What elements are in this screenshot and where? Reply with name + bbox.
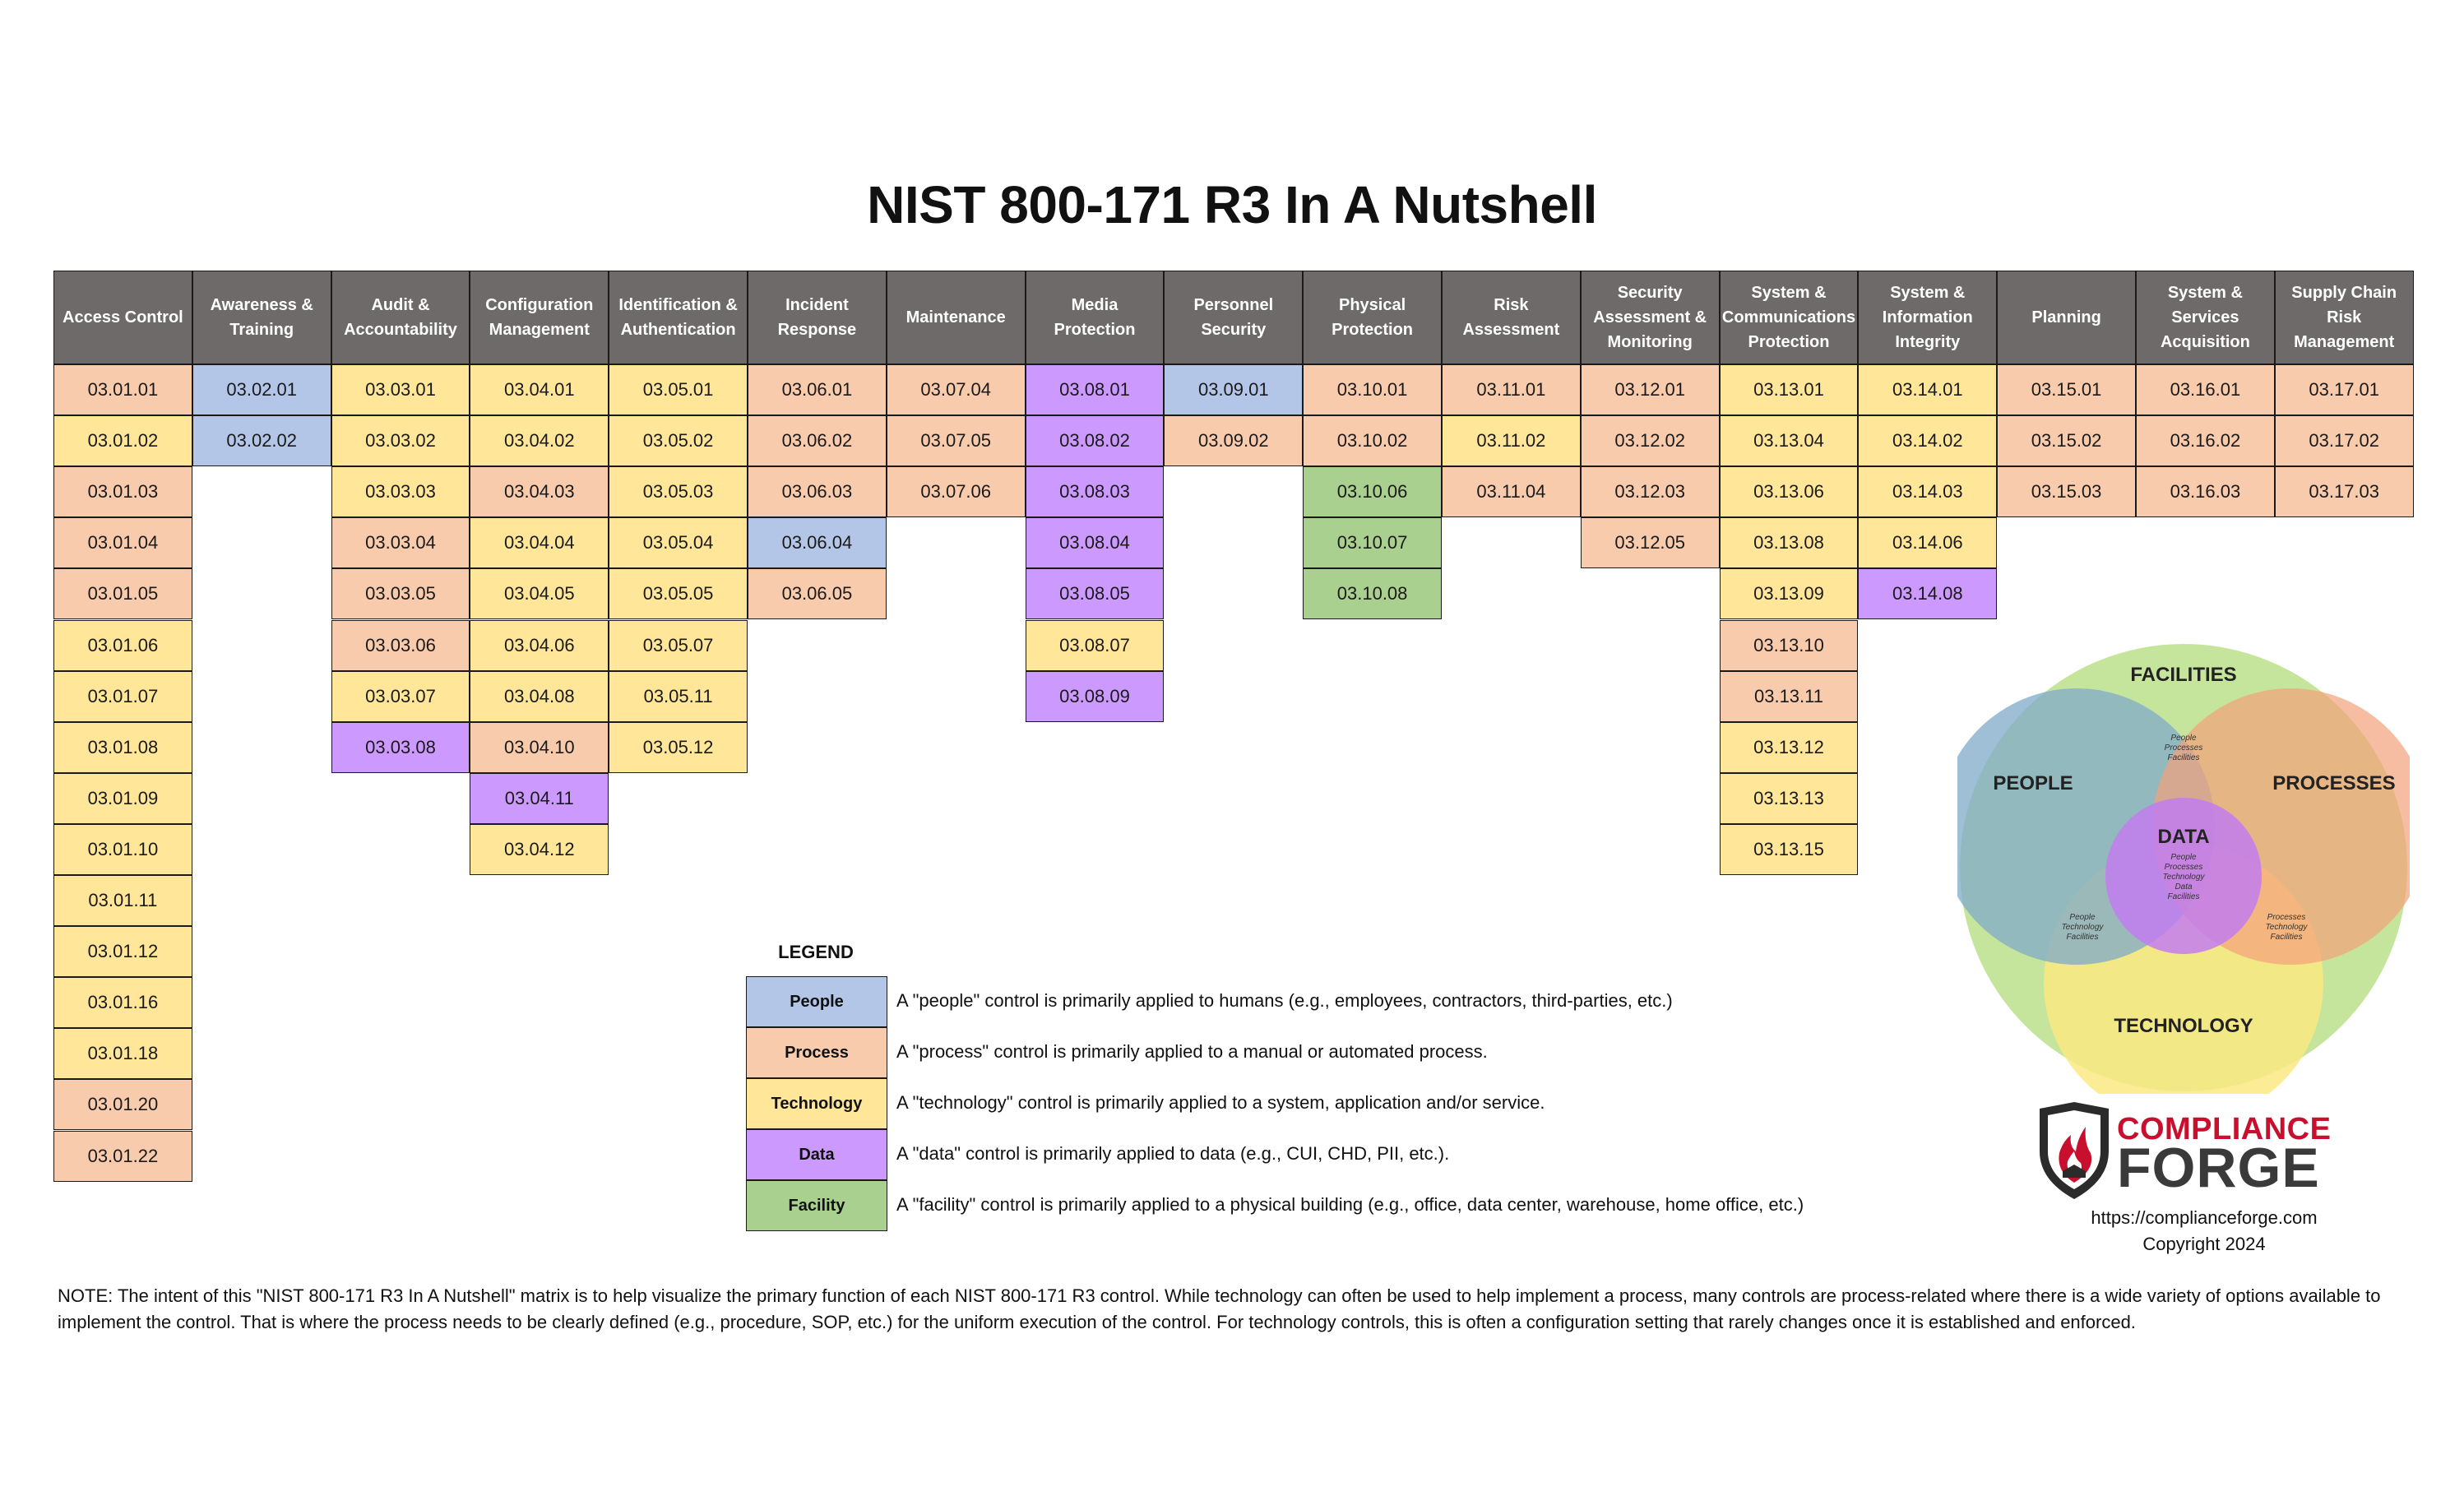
control-cell-03-06-01: 03.06.01 (748, 364, 887, 415)
venn-label-processes: PROCESSES (2272, 772, 2396, 794)
control-cell-03-04-01: 03.04.01 (470, 364, 609, 415)
control-cell-03-06-02: 03.06.02 (748, 415, 887, 466)
control-cell-03-05-02: 03.05.02 (609, 415, 748, 466)
control-cell-03-14-01: 03.14.01 (1858, 364, 1997, 415)
page-title: NIST 800-171 R3 In A Nutshell (867, 175, 1597, 234)
control-cell-03-04-04: 03.04.04 (470, 517, 609, 568)
control-cell-03-01-20: 03.01.20 (53, 1079, 192, 1130)
control-cell-03-10-01: 03.10.01 (1303, 364, 1442, 415)
venn-diagram (1957, 641, 2410, 1094)
venn-overlap-left-1: People (2069, 913, 2096, 922)
control-cell-03-03-07: 03.03.07 (331, 671, 470, 722)
control-cell-03-05-12: 03.05.12 (609, 722, 748, 773)
control-cell-03-11-04: 03.11.04 (1442, 466, 1581, 517)
legend-row-technology (746, 1078, 1897, 1129)
control-cell-03-13-04: 03.13.04 (1720, 415, 1859, 466)
control-cell-03-01-07: 03.01.07 (53, 671, 192, 722)
note-paragraph: NOTE: The intent of this "NIST 800-171 R3 In A Nutshell" matrix is to help visualize the primary function of each NIST 800-171 R3 control. While technology can often be used to help implement a process, many controls are process-related where there is a wide variety of options available to implement the control. That is where the process needs to be clearly defined (e.g., procedure, SOP, etc.) for the uniform execution of the control. For technology controls, this is often a configuration setting that rarely changes once it is established and enforced. (58, 1285, 2381, 1332)
control-cell-03-05-05: 03.05.05 (609, 568, 748, 619)
website-url[interactable]: https://complianceforge.com (2091, 1207, 2318, 1228)
legend-swatch-data: Data (746, 1129, 887, 1180)
venn-label-people: PEOPLE (1993, 772, 2073, 794)
header-system-and-services-acquisition: System & Services Acquisition (2136, 271, 2275, 364)
header-incident-response: Incident Response (748, 271, 887, 364)
control-cell-03-07-04: 03.07.04 (887, 364, 1026, 415)
header-personnel-security: Personnel Security (1164, 271, 1303, 364)
header-planning: Planning (1997, 271, 2136, 364)
legend-description-facility: A "facility" control is primarily applied to a physical building (e.g., office, data center, warehouse, home office, etc.) (896, 1194, 1804, 1215)
control-cell-03-12-03: 03.12.03 (1581, 466, 1720, 517)
legend-description-people: A "people" control is primarily applied to humans (e.g., employees, contractors, third-parties, etc.) (896, 990, 1673, 1011)
control-cell-03-04-10: 03.04.10 (470, 722, 609, 773)
venn-overlap-center-5: Facilities (2167, 892, 2200, 901)
control-cell-03-13-09: 03.13.09 (1720, 568, 1859, 619)
legend-description-process: A "process" control is primarily applied to a manual or automated process. (896, 1041, 1488, 1062)
control-cell-03-12-02: 03.12.02 (1581, 415, 1720, 466)
venn-overlap-top-3: Facilities (2167, 753, 2200, 762)
control-cell-03-17-01: 03.17.01 (2275, 364, 2414, 415)
header-identification-and-authentication: Identification & Authentication (609, 271, 748, 364)
venn-label-facilities: FACILITIES (2130, 664, 2237, 686)
shield-flame-icon (2040, 1102, 2109, 1199)
venn-overlap-right-2: Technology (2265, 923, 2308, 932)
control-cell-03-12-05: 03.12.05 (1581, 517, 1720, 568)
control-cell-03-02-02: 03.02.02 (192, 415, 331, 466)
control-cell-03-03-05: 03.03.05 (331, 568, 470, 619)
control-cell-03-08-01: 03.08.01 (1026, 364, 1165, 415)
control-cell-03-05-04: 03.05.04 (609, 517, 748, 568)
control-cell-03-04-11: 03.04.11 (470, 773, 609, 824)
control-cell-03-01-11: 03.01.11 (53, 875, 192, 926)
control-cell-03-08-03: 03.08.03 (1026, 466, 1165, 517)
control-cell-03-03-01: 03.03.01 (331, 364, 470, 415)
control-cell-03-13-06: 03.13.06 (1720, 466, 1859, 517)
control-cell-03-14-06: 03.14.06 (1858, 517, 1997, 568)
venn-overlap-center-3: Technology (2162, 873, 2205, 882)
copyright: Copyright 2024 (2142, 1234, 2266, 1254)
legend-row-facility (746, 1180, 1897, 1231)
control-cell-03-06-03: 03.06.03 (748, 466, 887, 517)
venn-overlap-left-2: Technology (2061, 923, 2104, 932)
control-cell-03-15-02: 03.15.02 (1997, 415, 2136, 466)
control-cell-03-10-06: 03.10.06 (1303, 466, 1442, 517)
control-cell-03-01-22: 03.01.22 (53, 1131, 192, 1182)
logo-compliance-text: COMPLIANCE (2117, 1112, 2332, 1146)
control-cell-03-04-08: 03.04.08 (470, 671, 609, 722)
header-system-and-information-integrity: System & Information Integrity (1858, 271, 1997, 364)
control-cell-03-04-12: 03.04.12 (470, 824, 609, 875)
venn-overlap-center-1: People (2170, 853, 2197, 862)
control-cell-03-10-08: 03.10.08 (1303, 568, 1442, 619)
header-awareness-and-training: Awareness & Training (192, 271, 331, 364)
control-cell-03-11-01: 03.11.01 (1442, 364, 1581, 415)
legend-swatch-process: Process (746, 1027, 887, 1078)
control-cell-03-03-06: 03.03.06 (331, 620, 470, 671)
control-cell-03-05-07: 03.05.07 (609, 620, 748, 671)
venn-overlap-top-2: Processes (2164, 743, 2203, 753)
control-cell-03-17-03: 03.17.03 (2275, 466, 2414, 517)
control-cell-03-01-02: 03.01.02 (53, 415, 192, 466)
control-cell-03-05-03: 03.05.03 (609, 466, 748, 517)
header-audit-and-accountability: Audit & Accountability (331, 271, 470, 364)
control-cell-03-13-08: 03.13.08 (1720, 517, 1859, 568)
legend-description-technology: A "technology" control is primarily applied to a system, application and/or service. (896, 1092, 1545, 1113)
venn-overlap-center-4: Data (2175, 882, 2193, 892)
control-cell-03-13-01: 03.13.01 (1720, 364, 1859, 415)
control-cell-03-03-02: 03.03.02 (331, 415, 470, 466)
control-cell-03-11-02: 03.11.02 (1442, 415, 1581, 466)
control-cell-03-01-06: 03.01.06 (53, 620, 192, 671)
control-cell-03-08-05: 03.08.05 (1026, 568, 1165, 619)
control-cell-03-01-04: 03.01.04 (53, 517, 192, 568)
control-cell-03-09-01: 03.09.01 (1164, 364, 1303, 415)
header-media-protection: Media Protection (1026, 271, 1165, 364)
control-cell-03-01-01: 03.01.01 (53, 364, 192, 415)
header-physical-protection: Physical Protection (1303, 271, 1442, 364)
venn-overlap-top-1: People (2170, 734, 2197, 743)
control-cell-03-06-05: 03.06.05 (748, 568, 887, 619)
legend-title: LEGEND (778, 942, 854, 962)
control-cell-03-03-04: 03.03.04 (331, 517, 470, 568)
control-cell-03-03-08: 03.03.08 (331, 722, 470, 773)
legend-swatch-people: People (746, 976, 887, 1027)
control-cell-03-01-16: 03.01.16 (53, 977, 192, 1028)
control-cell-03-03-03: 03.03.03 (331, 466, 470, 517)
venn-overlap-center-2: Processes (2164, 863, 2203, 872)
control-cell-03-01-18: 03.01.18 (53, 1028, 192, 1079)
header-maintenance: Maintenance (887, 271, 1026, 364)
control-cell-03-01-10: 03.01.10 (53, 824, 192, 875)
control-cell-03-16-03: 03.16.03 (2136, 466, 2275, 517)
control-cell-03-05-11: 03.05.11 (609, 671, 748, 722)
control-cell-03-08-04: 03.08.04 (1026, 517, 1165, 568)
complianceforge-logo (2031, 1102, 2344, 1201)
control-cell-03-01-12: 03.01.12 (53, 926, 192, 977)
control-cell-03-13-15: 03.13.15 (1720, 824, 1859, 875)
control-cell-03-13-12: 03.13.12 (1720, 722, 1859, 773)
control-cell-03-04-02: 03.04.02 (470, 415, 609, 466)
control-cell-03-13-10: 03.13.10 (1720, 620, 1859, 671)
control-cell-03-02-01: 03.02.01 (192, 364, 331, 415)
header-security-assessment-and-monitoring: Security Assessment & Monitoring (1581, 271, 1720, 364)
control-cell-03-04-06: 03.04.06 (470, 620, 609, 671)
control-cell-03-05-01: 03.05.01 (609, 364, 748, 415)
control-cell-03-14-02: 03.14.02 (1858, 415, 1997, 466)
header-system-and-communications-protection: System & Communications Protection (1720, 271, 1859, 364)
control-cell-03-14-08: 03.14.08 (1858, 568, 1997, 619)
control-cell-03-10-02: 03.10.02 (1303, 415, 1442, 466)
legend-row-people (746, 976, 1897, 1027)
legend-row-data (746, 1129, 1897, 1180)
logo-forge-text: FORGE (2117, 1137, 2320, 1199)
control-cell-03-01-05: 03.01.05 (53, 568, 192, 619)
control-cell-03-08-02: 03.08.02 (1026, 415, 1165, 466)
control-cell-03-06-04: 03.06.04 (748, 517, 887, 568)
venn-label-data: DATA (2157, 826, 2210, 848)
legend-row-process (746, 1027, 1897, 1078)
control-cell-03-07-06: 03.07.06 (887, 466, 1026, 517)
control-cell-03-16-01: 03.16.01 (2136, 364, 2275, 415)
control-cell-03-13-13: 03.13.13 (1720, 773, 1859, 824)
legend-swatch-technology: Technology (746, 1078, 887, 1129)
control-cell-03-04-03: 03.04.03 (470, 466, 609, 517)
header-risk-assessment: Risk Assessment (1442, 271, 1581, 364)
control-cell-03-01-09: 03.01.09 (53, 773, 192, 824)
venn-overlap-right-1: Processes (2267, 913, 2306, 922)
venn-overlap-right-3: Facilities (2270, 933, 2303, 942)
control-cell-03-08-09: 03.08.09 (1026, 671, 1165, 722)
control-cell-03-17-02: 03.17.02 (2275, 415, 2414, 466)
control-cell-03-04-05: 03.04.05 (470, 568, 609, 619)
control-cell-03-07-05: 03.07.05 (887, 415, 1026, 466)
control-cell-03-14-03: 03.14.03 (1858, 466, 1997, 517)
legend-swatch-facility: Facility (746, 1180, 887, 1231)
legend-description-data: A "data" control is primarily applied to data (e.g., CUI, CHD, PII, etc.). (896, 1143, 1450, 1164)
control-cell-03-09-02: 03.09.02 (1164, 415, 1303, 466)
control-cell-03-01-08: 03.01.08 (53, 722, 192, 773)
control-cell-03-10-07: 03.10.07 (1303, 517, 1442, 568)
control-cell-03-01-03: 03.01.03 (53, 466, 192, 517)
header-access-control: Access Control (53, 271, 192, 364)
venn-label-technology: TECHNOLOGY (2114, 1015, 2253, 1037)
control-cell-03-15-03: 03.15.03 (1997, 466, 2136, 517)
control-cell-03-12-01: 03.12.01 (1581, 364, 1720, 415)
venn-overlap-left-3: Facilities (2066, 933, 2099, 942)
control-cell-03-16-02: 03.16.02 (2136, 415, 2275, 466)
control-cell-03-08-07: 03.08.07 (1026, 620, 1165, 671)
header-configuration-management: Configuration Management (470, 271, 609, 364)
header-supply-chain-risk-management: Supply Chain Risk Management (2275, 271, 2414, 364)
control-cell-03-13-11: 03.13.11 (1720, 671, 1859, 722)
control-cell-03-15-01: 03.15.01 (1997, 364, 2136, 415)
